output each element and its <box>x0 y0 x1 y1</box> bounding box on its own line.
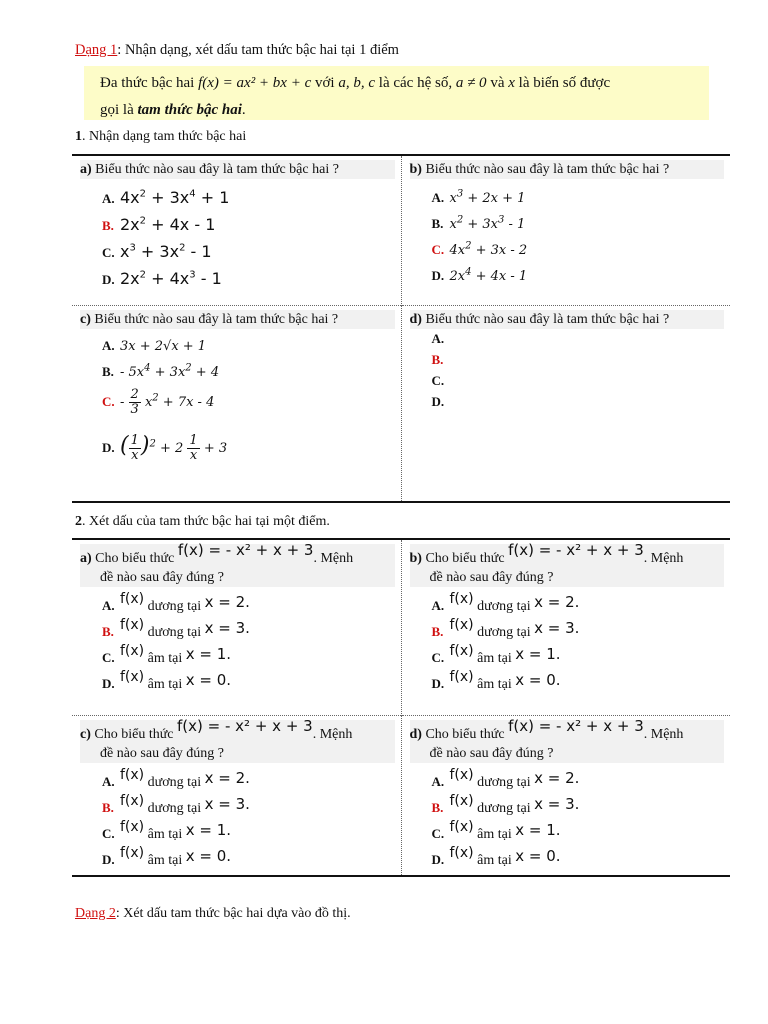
definition-line-2: gọi là tam thức bậc hai. <box>100 102 246 118</box>
q1-b-option-c[interactable]: C. $4x^2 + 3x - 2$ <box>431 240 528 258</box>
q2-d-option-b[interactable]: B. f(x) dương tại x = 3. <box>431 792 580 816</box>
q1-d-stem: d) Biểu thức nào sau đây là tam thức bậc hai ? <box>410 310 725 329</box>
q1-a-option-d[interactable]: D. $2x^2 + 4x^3 - 1$ <box>102 269 222 288</box>
q1-d-option-d[interactable]: D. <box>431 393 445 409</box>
definition-term: tam thức bậc hai <box>137 102 242 118</box>
q1-a-option-c[interactable]: C. $x^3 + 3x^2 - 1$ <box>102 242 212 261</box>
dang-2-title: : Xét dấu tam thức bậc hai dựa vào đồ thị. <box>115 906 351 921</box>
section-1-title: 1. Nhận dạng tam thức bậc hai <box>75 129 247 144</box>
q2-c-option-c[interactable]: C. f(x) âm tại x = 1. <box>102 818 232 842</box>
q2-d-option-c[interactable]: C. f(x) âm tại x = 1. <box>431 818 561 842</box>
section-heading-dang-2 <box>75 906 351 922</box>
q1-b-stem: b) Biểu thức nào sau đây là tam thức bậc hai ? <box>410 160 725 179</box>
dang-2-label: Dạng 2 <box>75 906 116 921</box>
definition-box <box>84 66 709 120</box>
section-heading-dang-1 <box>75 42 399 59</box>
q1-b-option-d[interactable]: D. $2x^4 + 4x - 1$ <box>431 266 528 284</box>
q1-c-option-a[interactable]: A. 3x + 2√x + 1 <box>102 337 207 354</box>
q2-b-option-a[interactable]: A. f(x) dương tại x = 2. <box>431 591 580 614</box>
q1-a-option-b[interactable]: B. $2x^2 + 4x - 1$ <box>102 215 216 234</box>
q2-d-cell <box>401 715 730 876</box>
q2-a-option-c[interactable]: C. f(x) âm tại x = 1. <box>102 643 232 666</box>
q1-d-option-b[interactable]: B. <box>431 351 444 367</box>
q1-c-option-b[interactable]: B. - $5x^4 + 3x^2 + 4$ <box>102 362 220 380</box>
q1-c-option-d[interactable]: D. ( $\frac{1}{x}$ )$^2$ + 2 $\frac{1}{x}$ + 3 <box>102 432 228 463</box>
dang-1-label: Dạng 1 <box>75 42 118 58</box>
q2-c-option-a[interactable]: A. f(x) dương tại x = 2. <box>102 766 250 790</box>
q2-c-stem: c) Cho biểu thức f(x) = - x² + x + 3. Mệnh đề nào sau đây đúng ? <box>80 720 395 763</box>
q2-d-option-d[interactable]: D. f(x) âm tại x = 0. <box>431 844 561 868</box>
q2-c-option-b[interactable]: B. f(x) dương tại x = 3. <box>102 792 250 816</box>
dang-1-title: : Nhận dạng, xét dấu tam thức bậc hai tại 1 điểm <box>117 42 399 58</box>
q1-b-cell <box>401 155 730 305</box>
q1-d-option-a[interactable]: A. <box>431 330 445 346</box>
q1-c-stem: c) Biểu thức nào sau đây là tam thức bậc hai ? <box>80 310 395 329</box>
q2-a-option-a[interactable]: A. f(x) dương tại x = 2. <box>102 591 250 614</box>
q2-b-stem: b) Cho biểu thức f(x) = - x² + x + 3. Mệnh đề nào sau đây đúng ? <box>410 544 725 587</box>
q2-d-option-a[interactable]: A. f(x) dương tại x = 2. <box>431 766 580 790</box>
q2-a-stem: a) Cho biểu thức f(x) = - x² + x + 3. Mệnh đề nào sau đây đúng ? <box>80 544 395 587</box>
q2-b-option-d[interactable]: D. f(x) âm tại x = 0. <box>431 669 561 692</box>
q2-a-cell <box>72 539 401 715</box>
q1-d-cell <box>401 305 730 502</box>
q2-b-cell <box>401 539 730 715</box>
q2-a-option-b[interactable]: B. f(x) dương tại x = 3. <box>102 617 250 640</box>
q1-c-cell <box>72 305 401 502</box>
q2-b-option-c[interactable]: C. f(x) âm tại x = 1. <box>431 643 561 666</box>
q2-b-option-b[interactable]: B. f(x) dương tại x = 3. <box>431 617 580 640</box>
definition-line-1: Đa thức bậc hai f(x) = ax² + bx + c với a, b, c là các hệ số, a ≠ 0 và x là biến số được <box>100 75 611 91</box>
q2-d-stem: d) Cho biểu thức f(x) = - x² + x + 3. Mệnh đề nào sau đây đúng ? <box>410 720 725 763</box>
q2-a-option-d[interactable]: D. f(x) âm tại x = 0. <box>102 669 232 692</box>
q1-b-option-b[interactable]: B. $x^2 + 3x^3 - 1$ <box>431 214 526 232</box>
q1-b-option-a[interactable]: A. $x^3 + 2x + 1$ <box>431 188 526 206</box>
q1-table <box>72 154 730 503</box>
q1-d-option-c[interactable]: C. <box>431 372 445 388</box>
q2-c-cell <box>72 715 401 876</box>
q2-table <box>72 538 730 877</box>
q1-a-cell <box>72 155 401 305</box>
q1-c-option-c[interactable]: C. - $\frac{2}{3}$ $x^2 + 7x - 4$ <box>102 386 215 417</box>
definition-formula: f(x) = ax² + bx + c <box>198 75 312 91</box>
section-2-title: 2. Xét dấu của tam thức bậc hai tại một điểm. <box>75 514 330 529</box>
q1-a-stem: a) Biểu thức nào sau đây là tam thức bậc hai ? <box>80 160 395 179</box>
q1-a-option-a[interactable]: A. $4x^2 + 3x^4 + 1$ <box>102 188 230 207</box>
q2-c-option-d[interactable]: D. f(x) âm tại x = 0. <box>102 844 232 868</box>
